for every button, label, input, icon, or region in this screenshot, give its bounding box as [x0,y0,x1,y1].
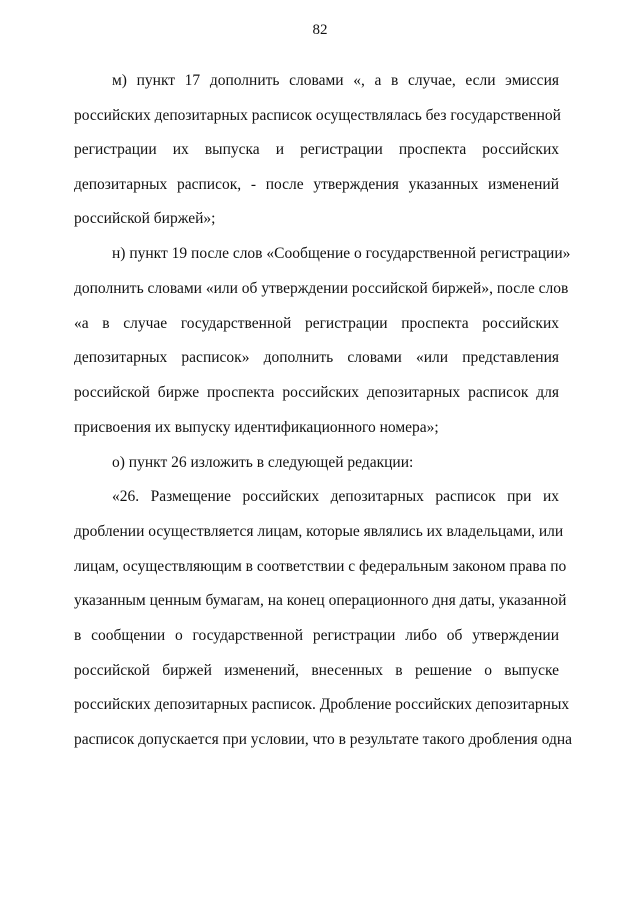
text-line: депозитарных расписок, - после утверждения указанных изменений [74,176,559,193]
text-line: российских депозитарных расписок осуществлялась без государственной [74,107,561,124]
text-line: расписок допускается при условии, что в результате такого дробления одна [74,731,573,748]
text-line: российской биржей»; [74,210,216,227]
text-line: присвоения их выпуску идентификационного номера»; [74,419,439,436]
text-line: «а в случае государственной регистрации проспекта российских [74,315,559,332]
text-line: дроблении осуществляется лицам, которые являлись их владельцами, или [74,523,564,540]
text-line: российских депозитарных расписок. Дробление российских депозитарных [74,696,570,713]
text-line: регистрации их выпуска и регистрации проспекта российских [74,141,559,158]
text-line: о) пункт 26 изложить в следующей редакции: [112,454,414,471]
text-line: российской биржей изменений, внесенных в решение о выпуске [74,662,559,679]
text-line: м) пункт 17 дополнить словами «, а в случае, если эмиссия [112,72,559,89]
text-line: депозитарных расписок» дополнить словами «или представления [74,349,559,366]
text-line: указанным ценным бумагам, на конец операционного дня даты, указанной [74,592,567,609]
text-line: дополнить словами «или об утверждении российской биржей», после слов [74,280,569,297]
text-line: в сообщении о государственной регистрации либо об утверждении [74,627,559,644]
text-line: «26. Размещение российских депозитарных расписок при их [112,488,559,505]
text-line: н) пункт 19 после слов «Сообщение о государственной регистрации» [112,245,571,262]
text-line: российской бирже проспекта российских депозитарных расписок для [74,384,559,401]
page-number: 82 [312,22,328,38]
text-line: лицам, осуществляющим в соответствии с федеральным законом права по [74,558,567,575]
